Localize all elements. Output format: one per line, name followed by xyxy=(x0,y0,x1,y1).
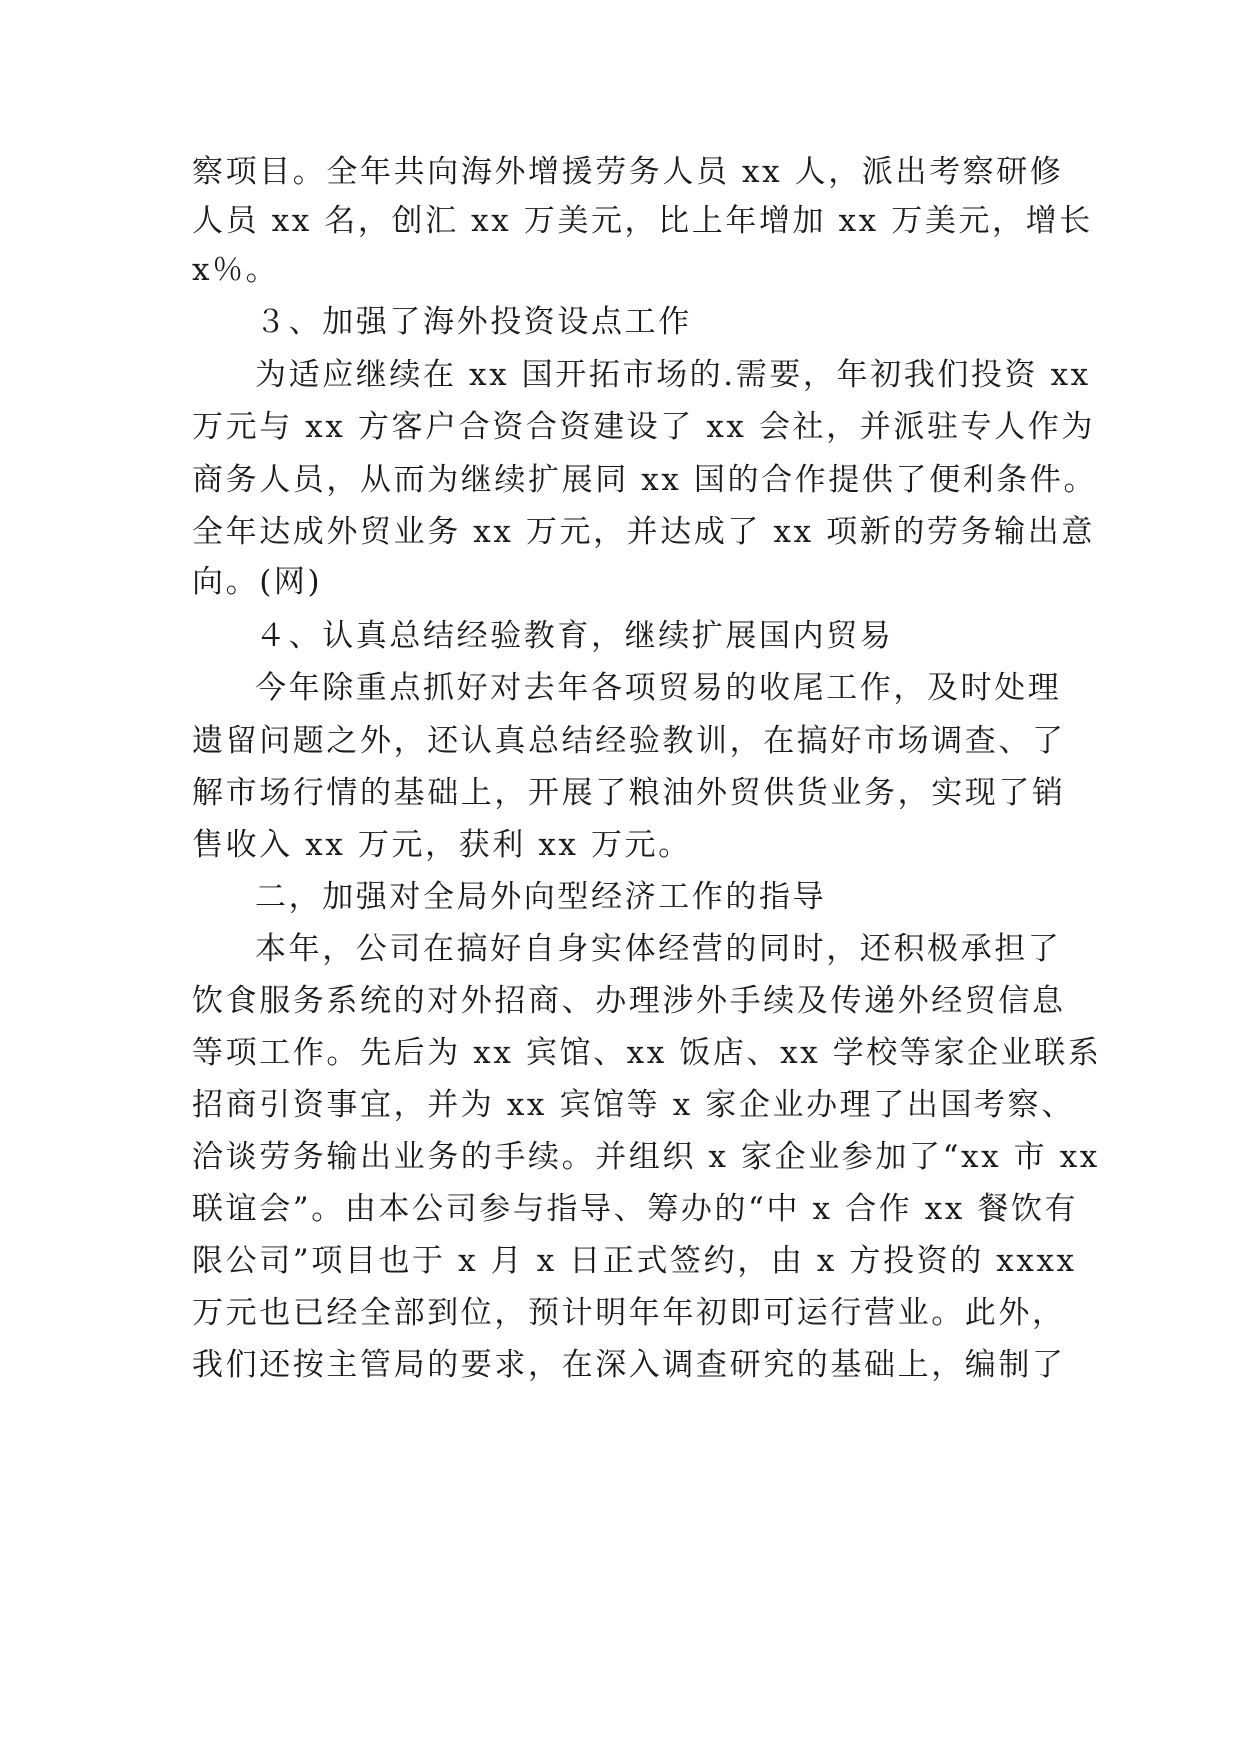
paragraph-first-line: 今年除重点抓好对去年各项贸易的收尾工作，及时处理 xyxy=(255,670,1062,706)
text-line: 万元与 xx 方客户合资合资建设了 xx 会社，并派驻专人作为 xyxy=(192,409,1095,445)
section-heading: ４、认真总结经验教育，继续扩展国内贸易 xyxy=(255,618,894,654)
paragraph-first-line: 本年，公司在搞好自身实体经营的同时，还积极承担了 xyxy=(255,931,1062,967)
text-line: 等项工作。先后为 xx 宾馆、xx 饭店、xx 学校等家企业联系 xyxy=(192,1035,1102,1071)
text-line: 限公司”项目也于 x 月 x 日正式签约，由 x 方投资的 xxxx xyxy=(192,1243,1077,1279)
text-line: 遗留问题之外，还认真总结经验教训，在搞好市场调查、了 xyxy=(192,723,1066,759)
section-heading: ３、加强了海外投资设点工作 xyxy=(255,304,692,340)
text-line: 察项目。全年共向海外增援劳务人员 xx 人，派出考察研修 xyxy=(192,154,1064,190)
text-line: 联谊会”。由本公司参与指导、筹办的“中 x 合作 xx 餐饮有 xyxy=(192,1191,1079,1227)
text-line: 我们还按主管局的要求，在深入调查研究的基础上，编制了 xyxy=(192,1347,1066,1383)
text-line: 全年达成外贸业务 xx 万元，并达成了 xx 项新的劳务输出意 xyxy=(192,514,1095,550)
text-line: 向。(网) xyxy=(192,564,323,600)
text-line: 售收入 xx 万元，获利 xx 万元。 xyxy=(192,827,692,863)
text-line: 招商引资事宜，并为 xx 宾馆等 x 家企业办理了出国考察、 xyxy=(192,1087,1075,1123)
text-line: 洽谈劳务输出业务的手续。并组织 x 家企业参加了“xx 市 xx xyxy=(192,1139,1100,1175)
section-heading: 二，加强对全局外向型经济工作的指导 xyxy=(255,879,827,915)
text-line: x％。 xyxy=(192,252,280,288)
paragraph-first-line: 为适应继续在 xx 国开拓市场的.需要，年初我们投资 xx xyxy=(255,357,1091,393)
text-line: 万元也已经全部到位，预计明年年初即可运行营业。此外， xyxy=(192,1295,1066,1331)
text-line: 饮食服务系统的对外招商、办理涉外手续及传递外经贸信息 xyxy=(192,983,1066,1019)
text-line: 解市场行情的基础上，开展了粮油外贸供货业务，实现了销 xyxy=(192,775,1066,811)
text-line: 商务人员，从而为继续扩展同 xx 国的合作提供了便利条件。 xyxy=(192,462,1098,498)
text-line: 人员 xx 名，创汇 xx 万美元，比上年增加 xx 万美元，增长 xyxy=(192,203,1093,239)
